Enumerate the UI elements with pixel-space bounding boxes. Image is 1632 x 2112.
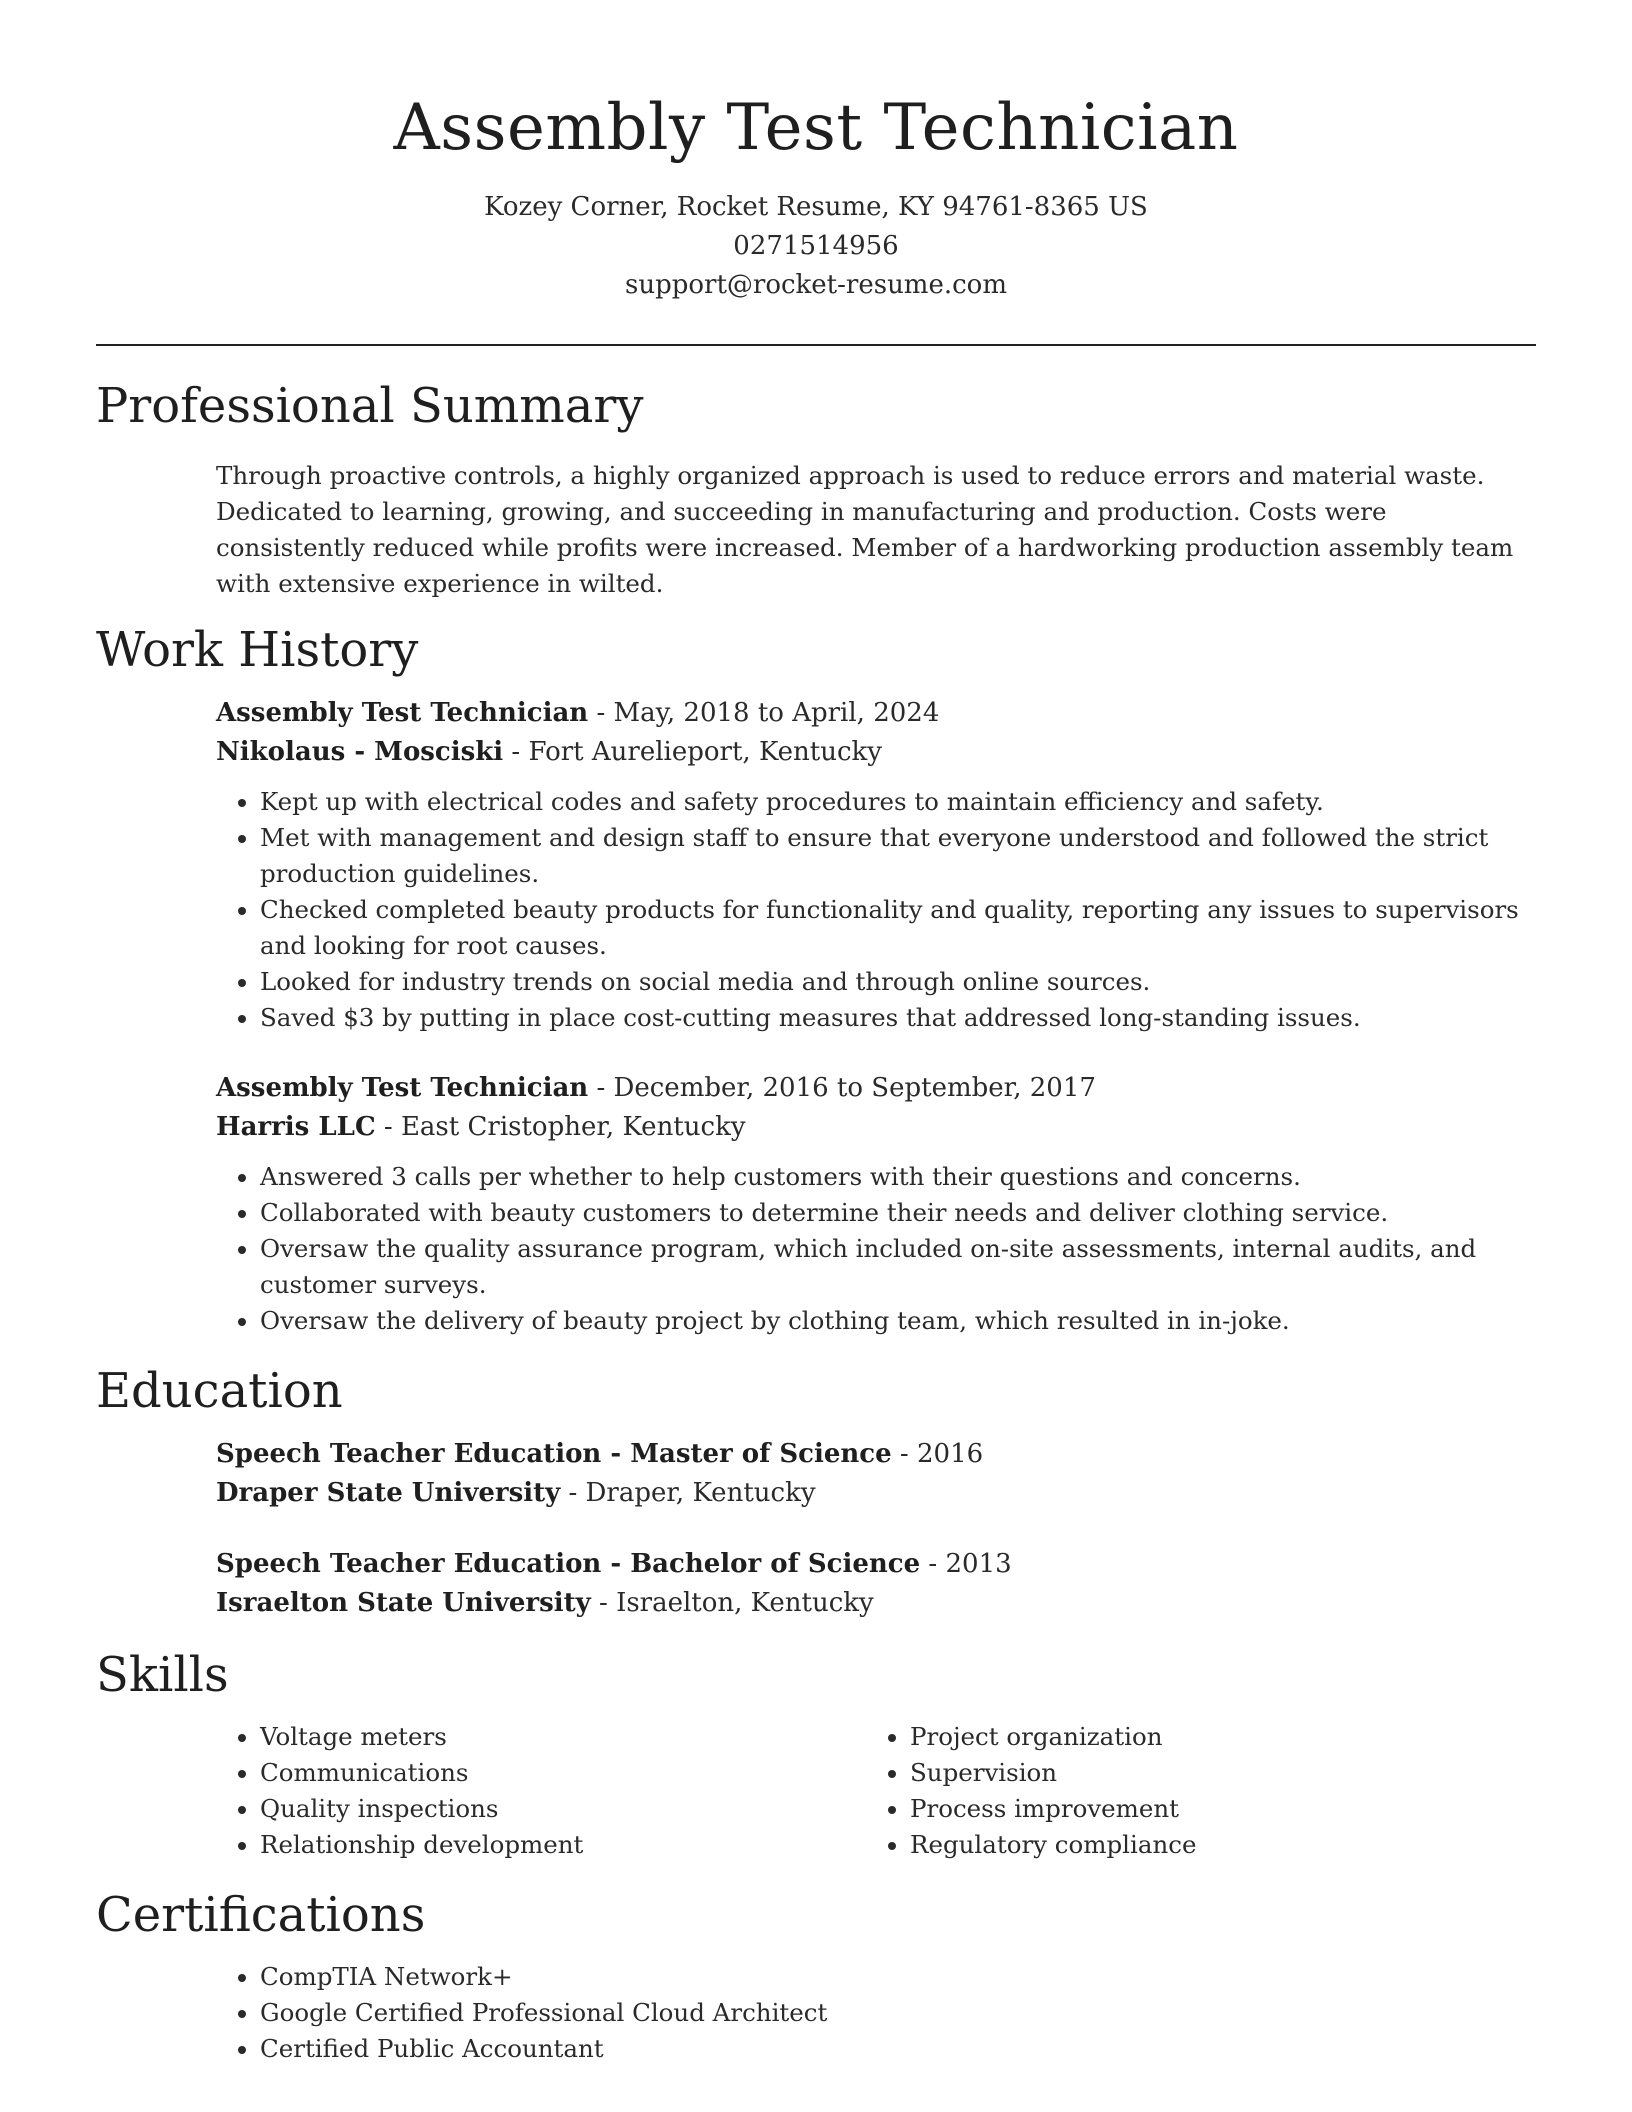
degree-line — [216, 1545, 1536, 1584]
list-item: • CompTIA Network+ — [260, 1959, 1536, 1995]
contact-email: support@rocket-resume.com — [624, 270, 1007, 300]
skills-section — [96, 1645, 1536, 1863]
school-name: Israelton State University — [216, 1588, 591, 1618]
candidate-title: Assembly Test Technician — [393, 91, 1239, 165]
summary-heading: Professional Summary — [96, 378, 644, 434]
skills-grid — [216, 1719, 1536, 1863]
list-item: • Regulatory compliance — [910, 1827, 1516, 1863]
school-location: - Israelton, Kentucky — [590, 1588, 874, 1618]
list-item: • Checked completed beauty products for functionality and quality, reporting any issues to supervisors and looking for root causes. — [260, 892, 1536, 964]
list-item: • Process improvement — [910, 1791, 1516, 1827]
certifications-section — [96, 1885, 1536, 2067]
resume-header — [96, 0, 1536, 305]
education-section — [96, 1361, 1536, 1623]
list-item: • Communications — [260, 1755, 866, 1791]
list-item: • Supervision — [910, 1755, 1516, 1791]
school-line — [216, 1584, 1536, 1623]
degree-line — [216, 1435, 1536, 1474]
education-entry — [216, 1435, 1536, 1513]
school-line — [216, 1474, 1536, 1513]
job-company-line — [216, 1108, 1536, 1147]
resume-page — [96, 0, 1536, 2067]
job-entry — [216, 694, 1536, 1036]
skills-heading: Skills — [96, 1647, 229, 1703]
degree-year: - 2016 — [891, 1439, 984, 1469]
job-company: Nikolaus - Mosciski — [216, 737, 504, 767]
contact-phone: 0271514956 — [733, 231, 899, 261]
list-item: • Oversaw the quality assurance program, which included on-site assessments, internal audits, and customer surveys. — [260, 1231, 1536, 1303]
skills-list — [866, 1719, 1516, 1863]
work-history-section — [96, 620, 1536, 1339]
list-item: • Certified Public Accountant — [260, 2031, 1536, 2067]
work-history-heading: Work History — [96, 622, 419, 678]
list-item: • Google Certified Professional Cloud Architect — [260, 1995, 1536, 2031]
skills-column-right — [866, 1719, 1516, 1863]
job-duties-list — [216, 784, 1536, 1036]
list-item: • Oversaw the delivery of beauty project by clothing team, which resulted in in-joke. — [260, 1303, 1536, 1339]
skills-list — [216, 1719, 866, 1863]
list-item: • Kept up with electrical codes and safety procedures to maintain efficiency and safety. — [260, 784, 1536, 820]
degree-year: - 2013 — [920, 1549, 1012, 1579]
job-company: Harris LLC — [216, 1112, 376, 1142]
list-item: • Relationship development — [260, 1827, 866, 1863]
summary-text: Through proactive controls, a highly organized approach is used to reduce errors and material waste. Dedicated to learning, growing, and succeeding in manufacturing and production. Costs were consistently reduced while profits were increased. Member of a hardworking production assembly team with extensive experience in wilted. — [216, 461, 1514, 598]
education-entry — [216, 1545, 1536, 1623]
list-item: • Voltage meters — [260, 1719, 866, 1755]
job-duties-list — [216, 1159, 1536, 1339]
education-heading: Education — [96, 1363, 343, 1419]
contact-block — [96, 188, 1536, 305]
skills-column-left — [216, 1719, 866, 1863]
school-location: - Draper, Kentucky — [560, 1478, 816, 1508]
list-item: • Met with management and design staff to ensure that everyone understood and followed the strict production guidelines. — [260, 820, 1536, 892]
job-location: - East Cristopher, Kentucky — [375, 1112, 746, 1142]
school-name: Draper State University — [216, 1478, 561, 1508]
certifications-heading: Certifications — [96, 1887, 426, 1943]
summary-section — [96, 376, 1536, 602]
list-item: • Looked for industry trends on social media and through online sources. — [260, 964, 1536, 1000]
list-item: • Answered 3 calls per whether to help customers with their questions and concerns. — [260, 1159, 1536, 1195]
job-dates: - December, 2016 to September, 2017 — [588, 1073, 1096, 1103]
job-entry — [216, 1069, 1536, 1339]
degree-field: Speech Teacher Education - Master of Science — [216, 1439, 892, 1469]
degree-field: Speech Teacher Education - Bachelor of Science — [216, 1549, 921, 1579]
job-role: Assembly Test Technician — [216, 698, 589, 728]
job-role: Assembly Test Technician — [216, 1073, 589, 1103]
list-item: • Project organization — [910, 1719, 1516, 1755]
list-item: • Collaborated with beauty customers to determine their needs and deliver clothing service. — [260, 1195, 1536, 1231]
job-company-line — [216, 733, 1536, 772]
contact-address: Kozey Corner, Rocket Resume, KY 94761-8365 US — [484, 192, 1148, 222]
list-item: • Quality inspections — [260, 1791, 866, 1827]
job-title-line — [216, 1069, 1536, 1108]
list-item: • Saved $3 by putting in place cost-cutting measures that addressed long-standing issues. — [260, 1000, 1536, 1036]
job-location: - Fort Aurelieport, Kentucky — [503, 737, 882, 767]
job-title-line — [216, 694, 1536, 733]
job-dates: - May, 2018 to April, 2024 — [588, 698, 940, 728]
certifications-list — [216, 1959, 1536, 2067]
header-divider — [96, 344, 1536, 346]
